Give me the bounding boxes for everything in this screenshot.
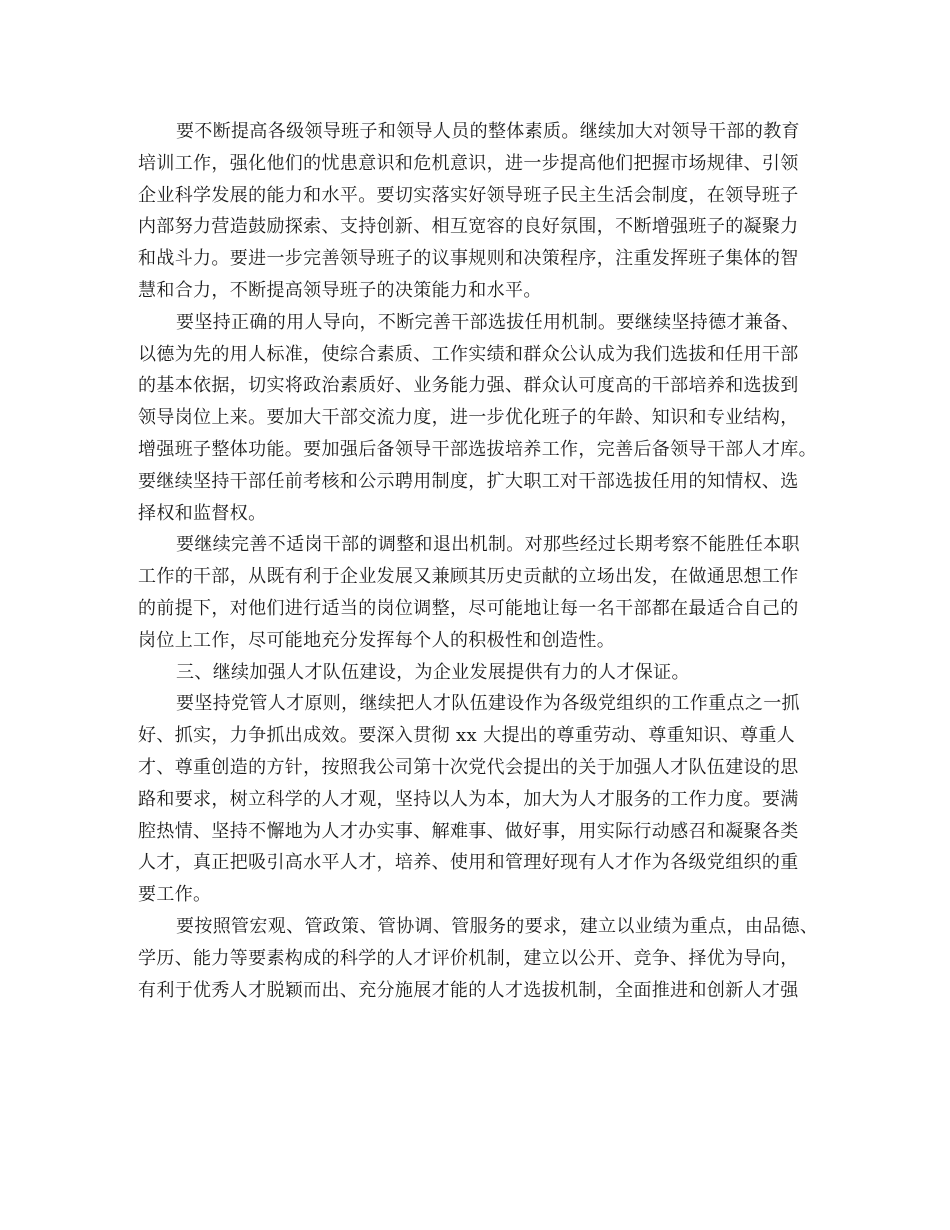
text-line: 要坚持党管人才原则，继续把人才队伍建设作为各级党组织的工作重点之一抓 (176, 693, 800, 715)
text-line: 企业科学发展的能力和水平。要切实落实好领导班子民主生活会制度，在领导班子 (138, 184, 799, 206)
text-line: 和战斗力。要进一步完善领导班子的议事规则和决策程序，注重发挥班子集体的智 (138, 248, 799, 270)
text-line: 要继续坚持干部任前考核和公示聘用制度，扩大职工对干部选拔任用的知情权、选 (138, 470, 799, 492)
text-line: 领导岗位上来。要加大干部交流力度，进一步优化班子的年龄、知识和专业结构， (138, 407, 799, 429)
text-line: 慧和合力，不断提高领导班子的决策能力和水平。 (138, 279, 542, 301)
text-line: 的基本依据，切实将政治素质好、业务能力强、群众认可度高的干部培养和选拔到 (138, 375, 799, 397)
text-line: 内部努力营造鼓励探索、支持创新、相互宽容的良好氛围，不断增强班子的凝聚力 (138, 216, 799, 238)
text-line: 的前提下，对他们进行适当的岗位调整，尽可能地让每一名干部都在最适合自己的 (138, 597, 799, 619)
text-line: 增强班子整体功能。要加强后备领导干部选拔培养工作，完善后备领导干部人才库。 (138, 438, 817, 460)
text-line: 腔热情、坚持不懈地为人才办实事、解难事、做好事，用实际行动感召和凝聚各类 (138, 820, 799, 842)
text-line: 路和要求，树立科学的人才观，坚持以人为本，加大为人才服务的工作力度。要满 (138, 788, 799, 810)
text-line: 要工作。 (138, 884, 212, 906)
text-line: 培训工作，强化他们的忧患意识和危机意识，进一步提高他们把握市场规律、引领 (138, 152, 799, 174)
document-body (138, 116, 818, 1006)
text-line: 以德为先的用人标准，使综合素质、工作实绩和群众公认成为我们选拔和任用干部 (138, 343, 799, 365)
text-line: 人才，真正把吸引高水平人才，培养、使用和管理好现有人才作为各级党组织的重 (138, 852, 799, 874)
text-line: 才、尊重创造的方针，按照我公司第十次党代会提出的关于加强人才队伍建设的思 (138, 756, 799, 778)
text-line: 要按照管宏观、管政策、管协调、管服务的要求，建立以业绩为重点，由品德、 (176, 915, 819, 937)
text-line: 学历、能力等要素构成的科学的人才评价机制，建立以公开、竞争、择优为导向， (138, 947, 799, 969)
text-line: 三、继续加强人才队伍建设，为企业发展提供有力的人才保证。 (176, 661, 690, 683)
text-line: 择权和监督权。 (138, 502, 267, 524)
text-line: 岗位上工作，尽可能地充分发挥每个人的积极性和创造性。 (138, 629, 616, 651)
text-line: 工作的干部，从既有利于企业发展又兼顾其历史贡献的立场出发，在做通思想工作 (138, 566, 799, 588)
text-line: 要继续完善不适岗干部的调整和退出机制。对那些经过长期考察不能胜任本职 (176, 534, 800, 556)
text-line: 要坚持正确的用人导向，不断完善干部选拔任用机制。要继续坚持德才兼备、 (176, 311, 800, 333)
text-line: 要不断提高各级领导班子和领导人员的整体素质。继续加大对领导干部的教育 (176, 121, 800, 142)
text-line: 好、抓实，力争抓出成效。要深入贯彻 xx 大提出的尊重劳动、尊重知识、尊重人 (138, 725, 796, 747)
text-line: 有利于优秀人才脱颖而出、充分施展才能的人才选拔机制，全面推进和创新人才强 (138, 979, 799, 1001)
